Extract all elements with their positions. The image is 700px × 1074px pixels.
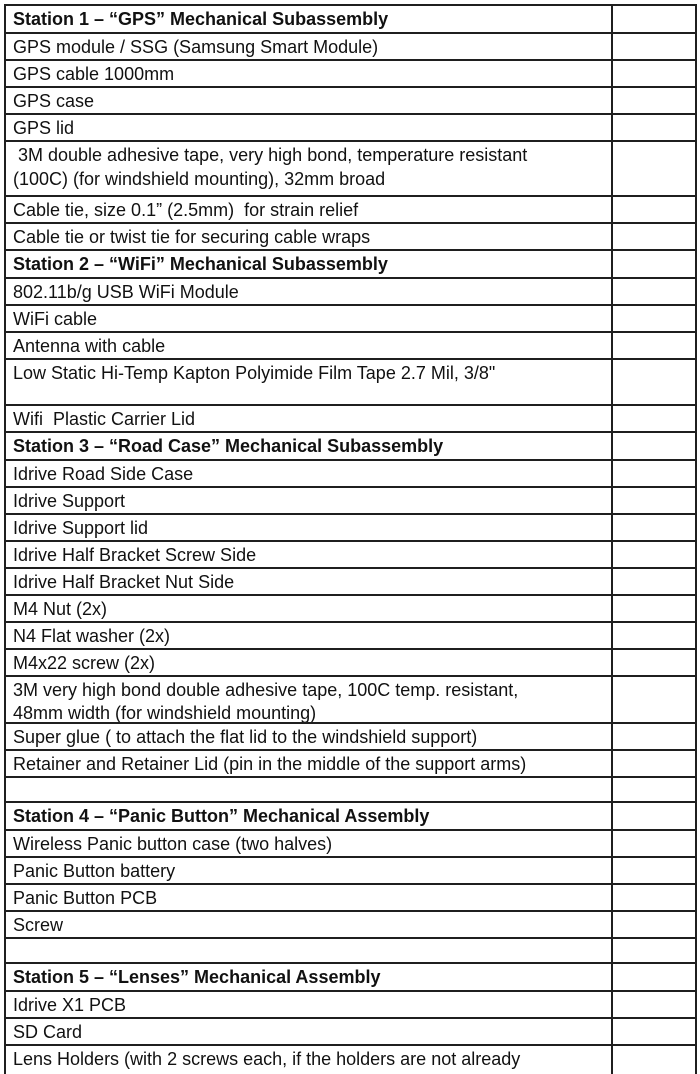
part-name-text: Wireless Panic button case (two halves) xyxy=(13,834,333,854)
part-name-text: Lens Holders (with 2 screws each, if the holders are not already xyxy=(13,1049,521,1069)
part-name-text: Idrive Support xyxy=(13,491,126,511)
blank-check-cell xyxy=(611,939,695,962)
part-name-text: Low Static Hi-Temp Kapton Polyimide Film Tape 2.7 Mil, 3/8" xyxy=(13,363,496,383)
blank-check-cell xyxy=(611,279,695,304)
blank-check-cell xyxy=(611,433,695,459)
part-name-text: GPS module / SSG (Samsung Smart Module) xyxy=(13,37,379,57)
table-row xyxy=(6,197,695,224)
section-title-cell xyxy=(6,964,611,990)
table-row xyxy=(6,115,695,142)
blank-check-cell xyxy=(611,61,695,86)
table-row xyxy=(6,88,695,115)
table-row xyxy=(6,306,695,333)
part-name-cell xyxy=(6,939,611,962)
part-name-cell xyxy=(6,623,611,648)
part-name-text: SD Card xyxy=(13,1022,83,1042)
part-name-cell xyxy=(6,751,611,776)
table-row xyxy=(6,515,695,542)
part-name-cell xyxy=(6,279,611,304)
table-row xyxy=(6,406,695,433)
part-name-text: Cable tie or twist tie for securing cable wraps xyxy=(13,227,371,247)
part-name-text: Idrive Road Side Case xyxy=(13,464,194,484)
part-name-text: Screw xyxy=(13,915,64,935)
part-name-cell xyxy=(6,88,611,113)
table-row xyxy=(6,142,695,197)
part-name-cell xyxy=(6,461,611,486)
part-name-text: Panic Button battery xyxy=(13,861,176,881)
part-name-cell xyxy=(6,885,611,910)
part-name-text: (100C) (for windshield mounting), 32mm broad xyxy=(13,169,386,189)
part-name-cell xyxy=(6,778,611,801)
table-row xyxy=(6,1046,695,1074)
part-name-cell xyxy=(6,224,611,249)
table-row xyxy=(6,724,695,751)
table-row xyxy=(6,1019,695,1046)
section-title-text: Station 4 – “Panic Button” Mechanical Assembly xyxy=(13,806,430,826)
blank-check-cell xyxy=(611,569,695,594)
part-name-cell xyxy=(6,115,611,140)
part-name-text: 3M very high bond double adhesive tape, 100C temp. resistant, xyxy=(13,680,519,700)
blank-check-cell xyxy=(611,224,695,249)
blank-check-cell xyxy=(611,333,695,358)
table-row xyxy=(6,461,695,488)
table-row xyxy=(6,279,695,306)
blank-check-cell xyxy=(611,778,695,801)
part-name-text: Idrive Support lid xyxy=(13,518,149,538)
blank-check-cell xyxy=(611,724,695,749)
part-name-cell xyxy=(6,488,611,513)
blank-check-cell xyxy=(611,677,695,722)
blank-check-cell xyxy=(611,1046,695,1074)
part-name-text: N4 Flat washer (2x) xyxy=(13,626,171,646)
part-name-cell xyxy=(6,142,611,195)
section-header-row xyxy=(6,433,695,461)
table-row xyxy=(6,34,695,61)
table-row xyxy=(6,542,695,569)
blank-check-cell xyxy=(611,6,695,32)
blank-check-cell xyxy=(611,360,695,404)
blank-check-cell xyxy=(611,306,695,331)
part-name-cell xyxy=(6,360,611,404)
table-row xyxy=(6,885,695,912)
section-title-cell xyxy=(6,251,611,277)
part-name-text: GPS lid xyxy=(13,118,75,138)
section-header-row xyxy=(6,803,695,831)
table-row xyxy=(6,61,695,88)
section-title-text: Station 3 – “Road Case” Mechanical Subassembly xyxy=(13,436,444,456)
part-name-cell xyxy=(6,596,611,621)
table-row xyxy=(6,831,695,858)
empty-row xyxy=(6,939,695,964)
blank-check-cell xyxy=(611,650,695,675)
blank-check-cell xyxy=(611,992,695,1017)
part-name-cell xyxy=(6,724,611,749)
blank-check-cell xyxy=(611,406,695,431)
part-name-cell xyxy=(6,306,611,331)
part-name-text: Idrive Half Bracket Screw Side xyxy=(13,545,257,565)
part-name-text: Super glue ( to attach the flat lid to the windshield support) xyxy=(13,727,478,747)
part-name-text: M4 Nut (2x) xyxy=(13,599,108,619)
part-name-cell xyxy=(6,569,611,594)
blank-check-cell xyxy=(611,751,695,776)
part-name-cell xyxy=(6,542,611,567)
section-title-cell xyxy=(6,803,611,829)
table-row xyxy=(6,677,695,724)
blank-check-cell xyxy=(611,596,695,621)
table-row xyxy=(6,912,695,939)
part-name-text: Idrive Half Bracket Nut Side xyxy=(13,572,235,592)
part-name-cell xyxy=(6,406,611,431)
part-name-cell xyxy=(6,515,611,540)
part-name-cell xyxy=(6,677,611,722)
table-row xyxy=(6,488,695,515)
part-name-cell xyxy=(6,1019,611,1044)
part-name-text: GPS case xyxy=(13,91,95,111)
part-name-cell xyxy=(6,1046,611,1074)
part-name-text: 3M double adhesive tape, very high bond, temperature resistant xyxy=(13,145,528,165)
table-row xyxy=(6,360,695,406)
blank-check-cell xyxy=(611,885,695,910)
section-title-text: Station 1 – “GPS” Mechanical Subassembly xyxy=(13,9,389,29)
blank-check-cell xyxy=(611,88,695,113)
part-name-cell xyxy=(6,912,611,937)
section-header-row xyxy=(6,251,695,279)
section-title-text: Station 5 – “Lenses” Mechanical Assembly xyxy=(13,967,381,987)
blank-check-cell xyxy=(611,858,695,883)
part-name-cell xyxy=(6,197,611,222)
part-name-text: M4x22 screw (2x) xyxy=(13,653,156,673)
part-name-cell xyxy=(6,61,611,86)
blank-check-cell xyxy=(611,515,695,540)
section-title-cell xyxy=(6,6,611,32)
table-row xyxy=(6,992,695,1019)
table-row xyxy=(6,569,695,596)
blank-check-cell xyxy=(611,803,695,829)
part-name-cell xyxy=(6,992,611,1017)
empty-row xyxy=(6,778,695,803)
part-name-cell xyxy=(6,831,611,856)
table-row xyxy=(6,858,695,885)
part-name-cell xyxy=(6,333,611,358)
blank-check-cell xyxy=(611,197,695,222)
part-name-text: Retainer and Retainer Lid (pin in the middle of the support arms) xyxy=(13,754,527,774)
part-name-cell xyxy=(6,858,611,883)
part-name-text: Idrive X1 PCB xyxy=(13,995,127,1015)
blank-check-cell xyxy=(611,1019,695,1044)
table-row xyxy=(6,751,695,778)
table-row xyxy=(6,333,695,360)
section-header-row xyxy=(6,964,695,992)
blank-check-cell xyxy=(611,251,695,277)
blank-check-cell xyxy=(611,542,695,567)
blank-check-cell xyxy=(611,142,695,195)
section-header-row xyxy=(6,6,695,34)
blank-check-cell xyxy=(611,488,695,513)
part-name-cell xyxy=(6,34,611,59)
part-name-text: Cable tie, size 0.1” (2.5mm) for strain relief xyxy=(13,200,359,220)
part-name-text: 48mm width (for windshield mounting) xyxy=(13,703,317,722)
section-title-cell xyxy=(6,433,611,459)
section-title-text: Station 2 – “WiFi” Mechanical Subassembly xyxy=(13,254,388,274)
blank-check-cell xyxy=(611,34,695,59)
blank-check-cell xyxy=(611,912,695,937)
table-row xyxy=(6,596,695,623)
parts-checklist-table xyxy=(4,4,697,1074)
part-name-text: WiFi cable xyxy=(13,309,98,329)
part-name-text: Panic Button PCB xyxy=(13,888,158,908)
table-row xyxy=(6,623,695,650)
blank-check-cell xyxy=(611,623,695,648)
blank-check-cell xyxy=(611,461,695,486)
table-row xyxy=(6,224,695,251)
table-row xyxy=(6,650,695,677)
part-name-text: GPS cable 1000mm xyxy=(13,64,175,84)
part-name-cell xyxy=(6,650,611,675)
blank-check-cell xyxy=(611,831,695,856)
part-name-text: Wifi Plastic Carrier Lid xyxy=(13,409,196,429)
blank-check-cell xyxy=(611,115,695,140)
part-name-text: 802.11b/g USB WiFi Module xyxy=(13,282,239,302)
blank-check-cell xyxy=(611,964,695,990)
part-name-text: Antenna with cable xyxy=(13,336,166,356)
